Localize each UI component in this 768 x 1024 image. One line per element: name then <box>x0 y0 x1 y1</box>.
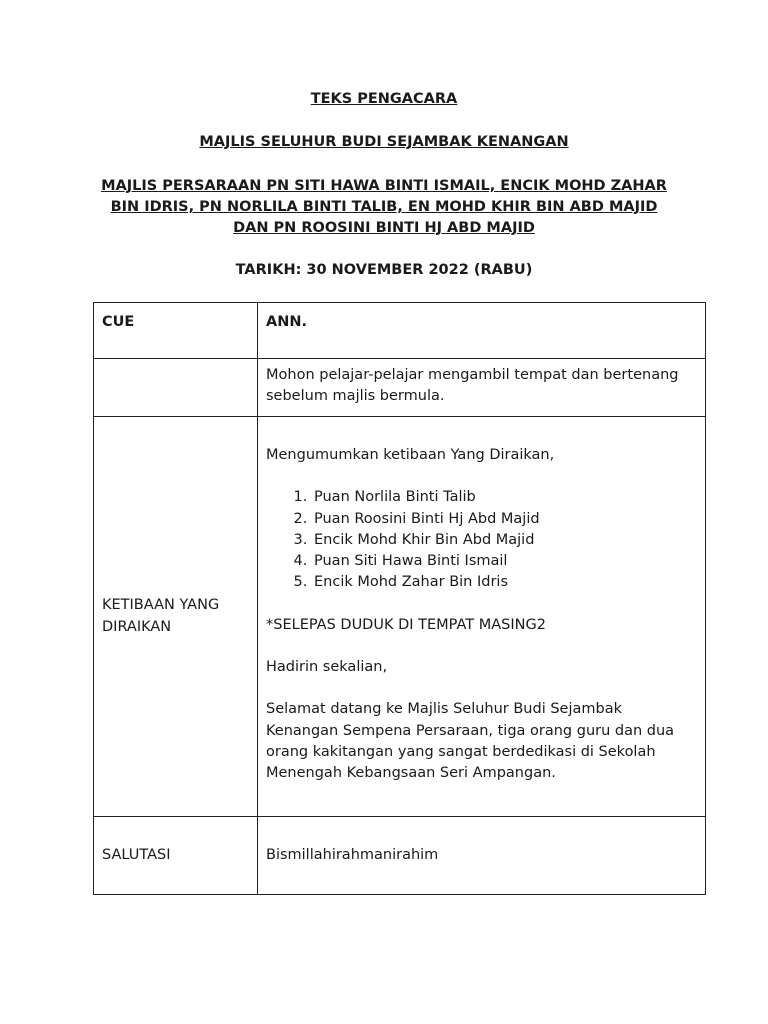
welcome-line: Menengah Kebangsaan Seri Ampangan. <box>266 765 556 782</box>
ann-line: sebelum majlis bermula. <box>266 388 445 405</box>
cue-cell <box>94 417 258 817</box>
ann-line: Mohon pelajar-pelajar mengambil tempat dan bertenang <box>266 367 679 383</box>
greeting: Hadirin sekalian, <box>266 659 388 676</box>
cue-line: KETIBAAN YANG <box>102 597 220 614</box>
table-row <box>94 417 706 817</box>
retirement-line: BIN IDRIS, PN NORLILA BINTI TALIB, EN MOHD KHIR BIN ABD MAJID <box>110 199 658 215</box>
retirement-line: DAN PN ROOSINI BINTI HJ ABD MAJID <box>233 220 535 236</box>
list-item: 5. Encik Mohd Zahar Bin Idris <box>312 572 697 593</box>
list-item: 2. Puan Roosini Binti Hj Abd Majid <box>312 509 697 530</box>
retirement-line: MAJLIS PERSARAAN PN SITI HAWA BINTI ISMAIL, ENCIK MOHD ZAHAR <box>101 178 667 194</box>
table-header-row <box>94 303 706 359</box>
column-header-ann: ANN. <box>266 314 308 330</box>
seating-note: *SELEPAS DUDUK DI TEMPAT MASING2 <box>266 616 546 633</box>
list-item: 3. Encik Mohd Khir Bin Abd Majid <box>312 530 697 551</box>
event-subtitle: MAJLIS SELUHUR BUDI SEJAMBAK KENANGAN <box>199 134 569 150</box>
emcee-script-table <box>93 302 706 895</box>
welcome-line: Selamat datang ke Majlis Seluhur Budi Sejambak <box>266 701 622 718</box>
ann-cell <box>258 417 706 817</box>
ann-cell: Bismillahirahmanirahim <box>258 817 706 895</box>
event-date: TARIKH: 30 NOVEMBER 2022 (RABU) <box>235 262 533 278</box>
list-item: 4. Puan Siti Hawa Binti Ismail <box>312 551 697 572</box>
document-title: TEKS PENGACARA <box>310 91 458 107</box>
arrival-intro: Mengumumkan ketibaan Yang Diraikan, <box>266 447 555 463</box>
retirement-heading <box>0 176 768 239</box>
cue-cell: SALUTASI <box>94 817 258 895</box>
welcome-line: orang kakitangan yang sangat berdedikasi di Sekolah <box>266 743 656 760</box>
header-ann-cell <box>258 303 706 359</box>
honoree-list <box>266 487 697 593</box>
cue-cell <box>94 359 258 417</box>
welcome-line: Kenangan Sempena Persaraan, tiga orang guru dan dua <box>266 722 675 739</box>
list-item: 1. Puan Norlila Binti Talib <box>312 487 697 508</box>
header-cue-cell <box>94 303 258 359</box>
ann-cell <box>258 359 706 417</box>
table-row <box>94 817 706 895</box>
table-row <box>94 359 706 417</box>
column-header-cue: CUE <box>102 314 135 330</box>
cue-line: DIRAIKAN <box>102 618 172 635</box>
